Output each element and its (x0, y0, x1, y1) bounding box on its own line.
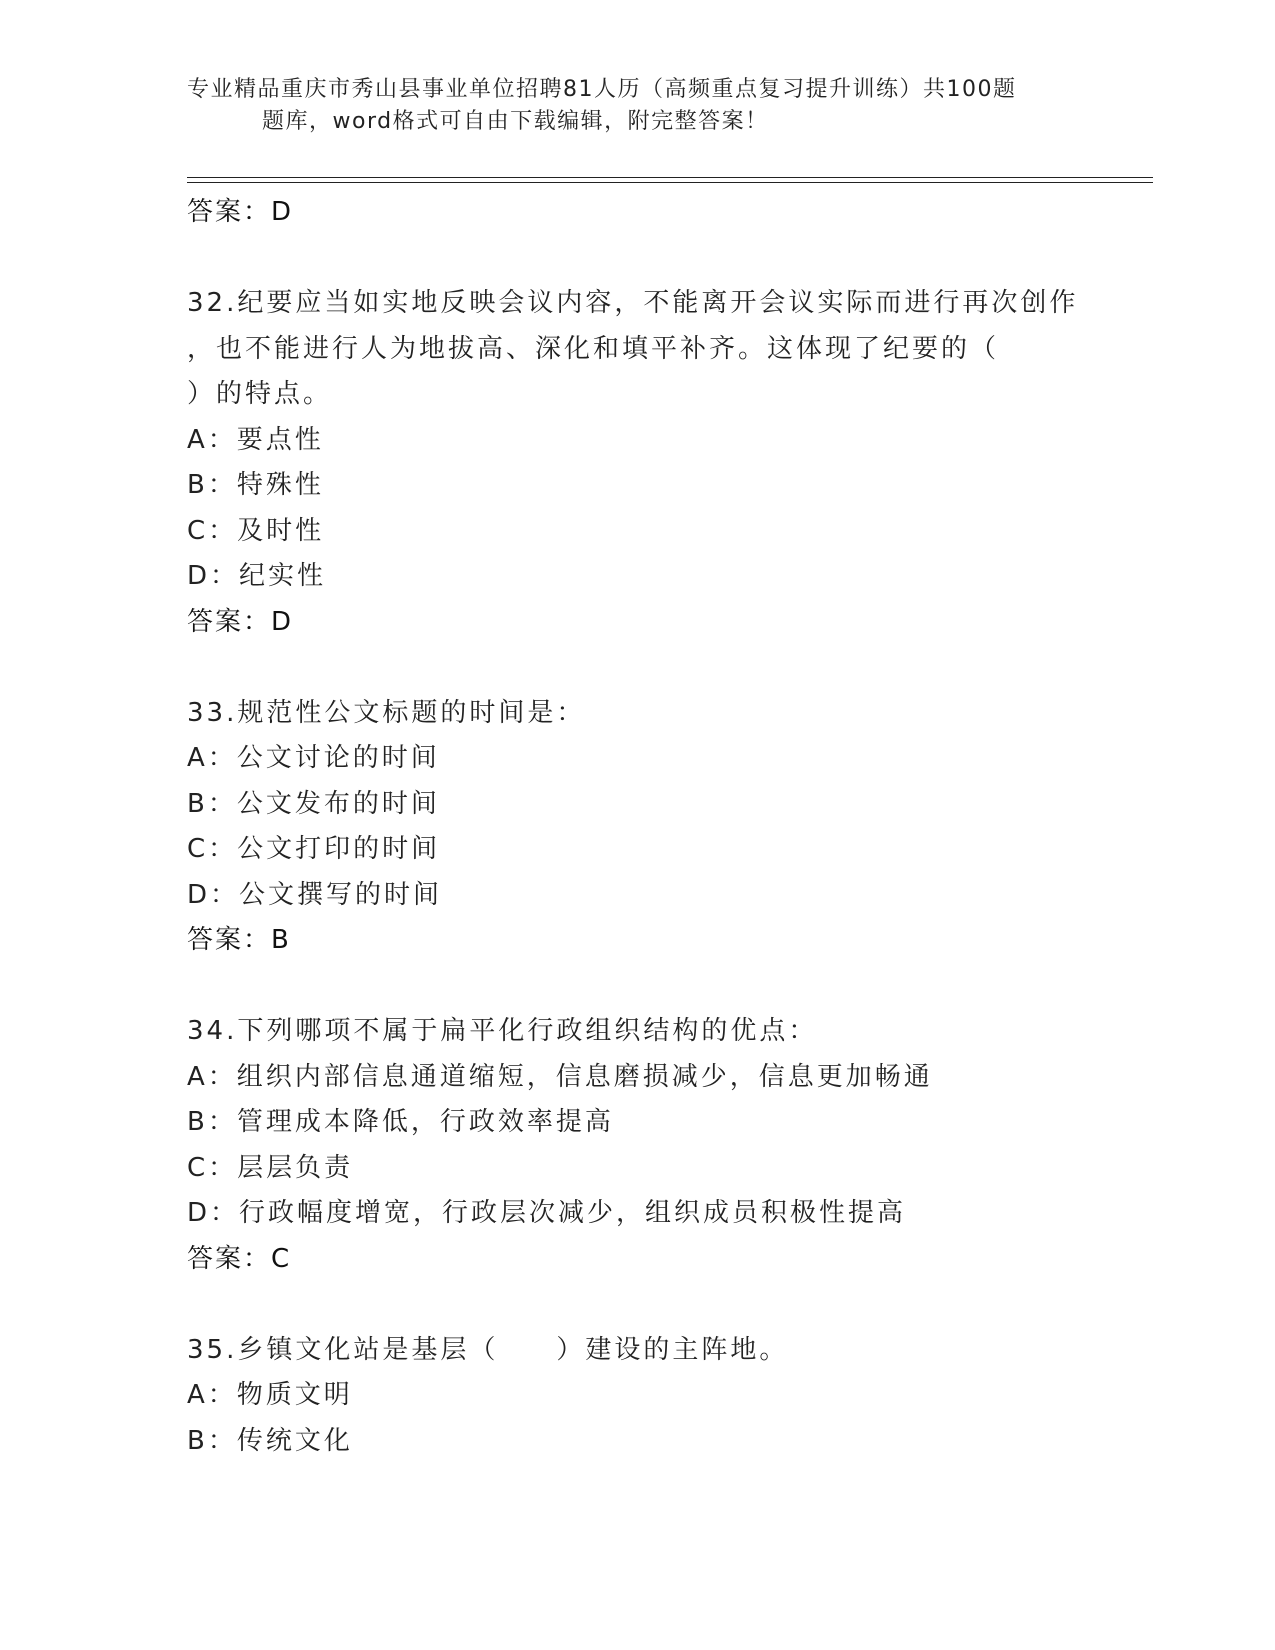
answer-line: 答案：C (187, 1243, 292, 1274)
header-rule (187, 177, 1153, 178)
option-b: B：传统文化 (187, 1425, 353, 1456)
option-a: A：物质文明 (187, 1380, 353, 1410)
option-d: D：行政幅度增宽，行政层次减少，组织成员积极性提高 (187, 1198, 907, 1228)
option-a: A：要点性 (187, 424, 324, 455)
question-33 (187, 691, 1147, 964)
header-line-1: 专业精品重庆市秀山县事业单位招聘81人历（高频重点复习提升训练）共100题 (187, 77, 1017, 102)
option-b: B：管理成本降低，行政效率提高 (187, 1107, 614, 1137)
question-35 (187, 1328, 1147, 1465)
answer-line: 答案：D (187, 197, 294, 227)
question-stem: 33.规范性公文标题的时间是： (187, 697, 586, 728)
page-header (187, 74, 1087, 138)
option-d: D：公文撰写的时间 (187, 879, 443, 910)
answer-line: 答案：D (187, 606, 294, 637)
option-a: A：公文讨论的时间 (187, 743, 440, 773)
option-b: B：特殊性 (187, 470, 324, 500)
question-stem: 35.乡镇文化站是基层（ ）建设的主阵地。 (187, 1334, 789, 1365)
header-rule-thin (187, 182, 1153, 183)
option-c: C：公文打印的时间 (187, 834, 441, 864)
option-c: C：及时性 (187, 515, 325, 546)
question-stem: ）的特点。 (187, 379, 333, 409)
question-stem: ，也不能进行人为地拔高、深化和填平补齐。这体现了纪要的（ (187, 333, 1000, 364)
header-line-2: 题库，word格式可自由下载编辑，附完整答案！ (262, 109, 769, 134)
question-stem: 32.纪要应当如实地反映会议内容，不能离开会议实际而进行再次创作 (187, 288, 1079, 318)
question-list (187, 190, 1147, 1464)
question-34 (187, 1009, 1147, 1282)
question-stem: 34.下列哪项不属于扁平化行政组织结构的优点： (187, 1016, 818, 1046)
question-32 (187, 281, 1147, 645)
answer-line: 答案：B (187, 925, 291, 955)
option-a: A：组织内部信息通道缩短，信息磨损减少，信息更加畅通 (187, 1061, 933, 1092)
option-b: B：公文发布的时间 (187, 788, 440, 819)
option-c: C：层层负责 (187, 1152, 354, 1183)
option-d: D：纪实性 (187, 561, 327, 591)
